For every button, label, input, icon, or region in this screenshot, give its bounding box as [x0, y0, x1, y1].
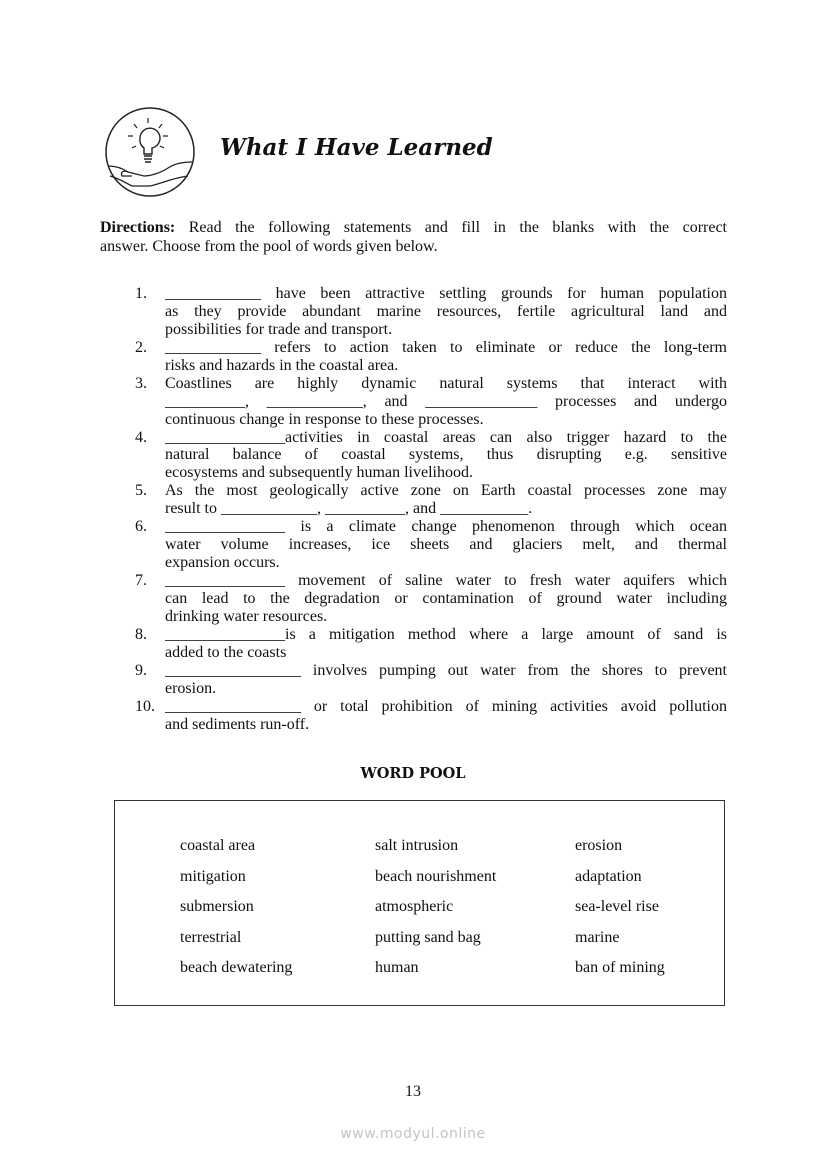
word-pool-box [114, 800, 725, 1006]
word-pool-item: mitigation [180, 868, 246, 885]
directions-text-1: Read the following statements and fill in the blanks with the correct [175, 219, 727, 236]
watermark: www.modyul.online [340, 1126, 486, 1142]
word-pool-item: putting sand bag [375, 929, 481, 946]
item-number: 7. [135, 572, 147, 589]
list-item [135, 626, 727, 662]
word-pool-item: erosion [575, 837, 623, 854]
word-pool-title: WORD POOL [360, 765, 466, 782]
item-text-line: can lead to the degradation or contamination of ground water including [165, 589, 727, 607]
item-number: 4. [135, 428, 147, 446]
list-item [135, 662, 727, 698]
item-text-line: as they provide abundant marine resources, fertile agricultural land and [165, 302, 727, 320]
word-pool-item: beach dewatering [180, 959, 293, 976]
page-number: 13 [405, 1083, 421, 1100]
item-text-line: and sediments run-off. [165, 715, 310, 733]
item-text-line: ____________ have been attractive settling grounds for human population [165, 285, 727, 302]
word-pool-item: terrestrial [180, 929, 242, 946]
item-text-line: As the most geologically active zone on Earth coastal processes zone may [165, 482, 727, 500]
word-pool-item: ban of mining [575, 959, 665, 976]
item-number: 1. [135, 285, 147, 302]
item-text-line: __________, ____________, and ______________ processes and undergo [165, 392, 727, 410]
word-pool-item: adaptation [575, 868, 642, 885]
word-pool-item: human [375, 959, 419, 976]
word-pool-item: sea-level rise [575, 898, 659, 915]
item-text-line: _________________ involves pumping out water from the shores to prevent [165, 661, 727, 679]
directions [100, 218, 727, 256]
list-item [135, 429, 727, 483]
item-number: 9. [135, 661, 147, 679]
item-number: 8. [135, 625, 147, 643]
item-text-line: risks and hazards in the coastal area. [165, 356, 399, 374]
section-title: What I Have Learned [220, 134, 493, 161]
item-number: 2. [135, 338, 147, 356]
item-text-line: _________________ or total prohibition of mining activities avoid pollution [165, 697, 727, 715]
word-pool-item: submersion [180, 898, 254, 915]
list-item [135, 572, 727, 626]
item-text-line: possibilities for trade and transport. [165, 320, 393, 338]
list-item [135, 375, 727, 429]
list-item [135, 518, 727, 572]
fill-in-blank-list [135, 285, 727, 733]
item-text-line: ecosystems and subsequently human livelihood. [165, 464, 473, 482]
list-item [135, 339, 727, 375]
item-text-line: Coastlines are highly dynamic natural systems that interact with [165, 374, 727, 392]
item-text-line: _______________activities in coastal areas can also trigger hazard to the [165, 428, 727, 446]
item-text-line: ____________ refers to action taken to eliminate or reduce the long-term [165, 338, 727, 356]
lightbulb-in-hand-icon [104, 106, 196, 198]
item-text-line: continuous change in response to these processes. [165, 410, 484, 428]
item-number: 3. [135, 374, 147, 392]
item-text-line: erosion. [165, 679, 217, 697]
item-number: 10. [135, 697, 155, 715]
list-item [135, 285, 727, 339]
word-pool-item: marine [575, 929, 620, 946]
item-text-line: result to ____________, __________, and ___________. [165, 500, 533, 518]
item-text-line: added to the coasts [165, 643, 287, 661]
item-text-line: _______________is a mitigation method where a large amount of sand is [165, 625, 727, 643]
word-pool-item: beach nourishment [375, 868, 497, 885]
word-pool-item: atmospheric [375, 898, 454, 915]
directions-text-2: answer. Choose from the pool of words given below. [100, 238, 438, 255]
word-pool-item: salt intrusion [375, 837, 459, 854]
word-pool-item: coastal area [180, 837, 256, 854]
item-text-line: _______________ is a climate change phenomenon through which ocean [165, 518, 727, 536]
item-text-line: expansion occurs. [165, 554, 280, 572]
item-text-line: drinking water resources. [165, 607, 328, 625]
item-text-line: _______________ movement of saline water to fresh water aquifers which [165, 572, 727, 589]
directions-label: Directions: [100, 219, 176, 236]
item-number: 5. [135, 482, 147, 500]
list-item [135, 482, 727, 518]
item-number: 6. [135, 518, 147, 536]
item-text-line: water volume increases, ice sheets and glaciers melt, and thermal [165, 536, 727, 554]
item-text-line: natural balance of coastal systems, thus disrupting e.g. sensitive [165, 446, 727, 464]
list-item [135, 698, 727, 734]
